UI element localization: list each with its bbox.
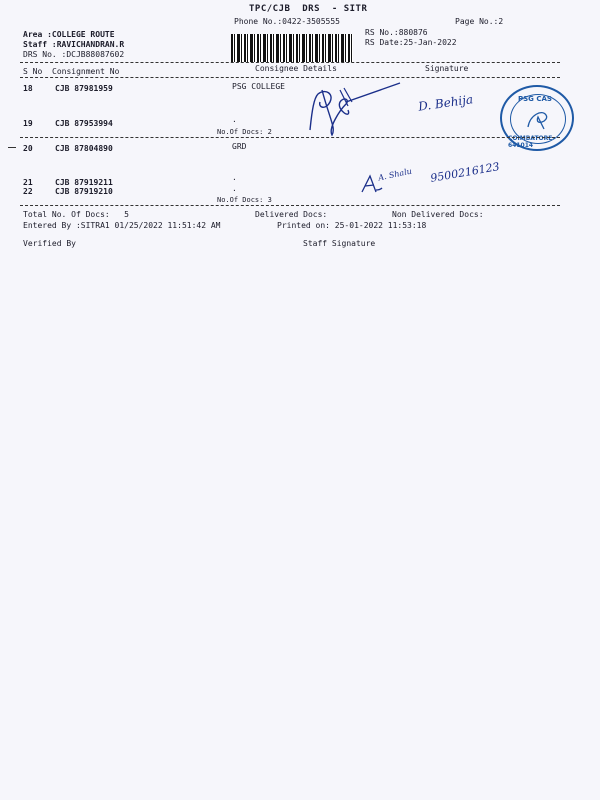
signature-scribble (300, 80, 410, 140)
row-consignment: CJB 87919210 (55, 187, 113, 196)
row-sno: 20 (23, 144, 33, 153)
handwritten-phone: 9500216123 (429, 160, 501, 185)
column-consignee: Consignee Details (255, 64, 337, 73)
dot-mark: . (232, 173, 237, 182)
verified-by: Verified By (23, 239, 76, 248)
consignee-name: PSG COLLEGE (232, 82, 285, 91)
rs-date: RS Date:25-Jan-2022 (365, 38, 457, 47)
row-sno: 22 (23, 187, 33, 196)
seal-stamp: PSG CAS COIMBATORE-641014 (500, 85, 574, 151)
consignee-name: GRD (232, 142, 247, 151)
document-title: TPC/CJB DRS - SITR (249, 4, 368, 14)
row-consignment: CJB 87919211 (55, 178, 113, 187)
row-sno: 18 (23, 84, 33, 93)
delivered-docs: Delivered Docs: (255, 210, 328, 219)
dot-mark: . (232, 115, 237, 124)
staff-signature: Staff Signature (303, 239, 376, 248)
page-number: Page No.:2 (455, 17, 504, 26)
dot-mark: . (232, 184, 237, 193)
divider (20, 137, 560, 138)
handwritten-name: A. Shalu (377, 166, 413, 183)
divider (20, 62, 560, 63)
row-consignment: CJB 87953994 (55, 119, 113, 128)
area-field: Area :COLLEGE ROUTE (23, 30, 115, 39)
divider (20, 205, 560, 206)
drs-number: DRS No. :DCJB88087602 (23, 50, 125, 59)
column-consignment: Consignment No (52, 67, 120, 76)
docs-count: No.Of Docs: 3 (217, 196, 272, 204)
handwritten-name: D. Behija (417, 92, 474, 114)
phone-number: Phone No.:0422-3505555 (234, 17, 340, 26)
column-sno: S No (23, 67, 43, 76)
column-signature: Signature (425, 64, 469, 73)
margin-tick (8, 147, 16, 148)
non-delivered-docs: Non Delivered Docs: (392, 210, 484, 219)
staff-field: Staff :RAVICHANDRAN.R (23, 40, 125, 49)
row-sno: 19 (23, 119, 33, 128)
entered-by: Entered By :SITRA1 01/25/2022 11:51:42 AM (23, 221, 221, 230)
barcode (231, 34, 353, 62)
docs-count: No.Of Docs: 2 (217, 128, 272, 136)
total-docs: Total No. Of Docs: 5 (23, 210, 129, 219)
divider (20, 77, 560, 78)
row-consignment: CJB 87804890 (55, 144, 113, 153)
rs-number: RS No.:880876 (365, 28, 428, 37)
row-consignment: CJB 87981959 (55, 84, 113, 93)
printed-on: Printed on: 25-01-2022 11:53:18 (277, 221, 427, 230)
row-sno: 21 (23, 178, 33, 187)
